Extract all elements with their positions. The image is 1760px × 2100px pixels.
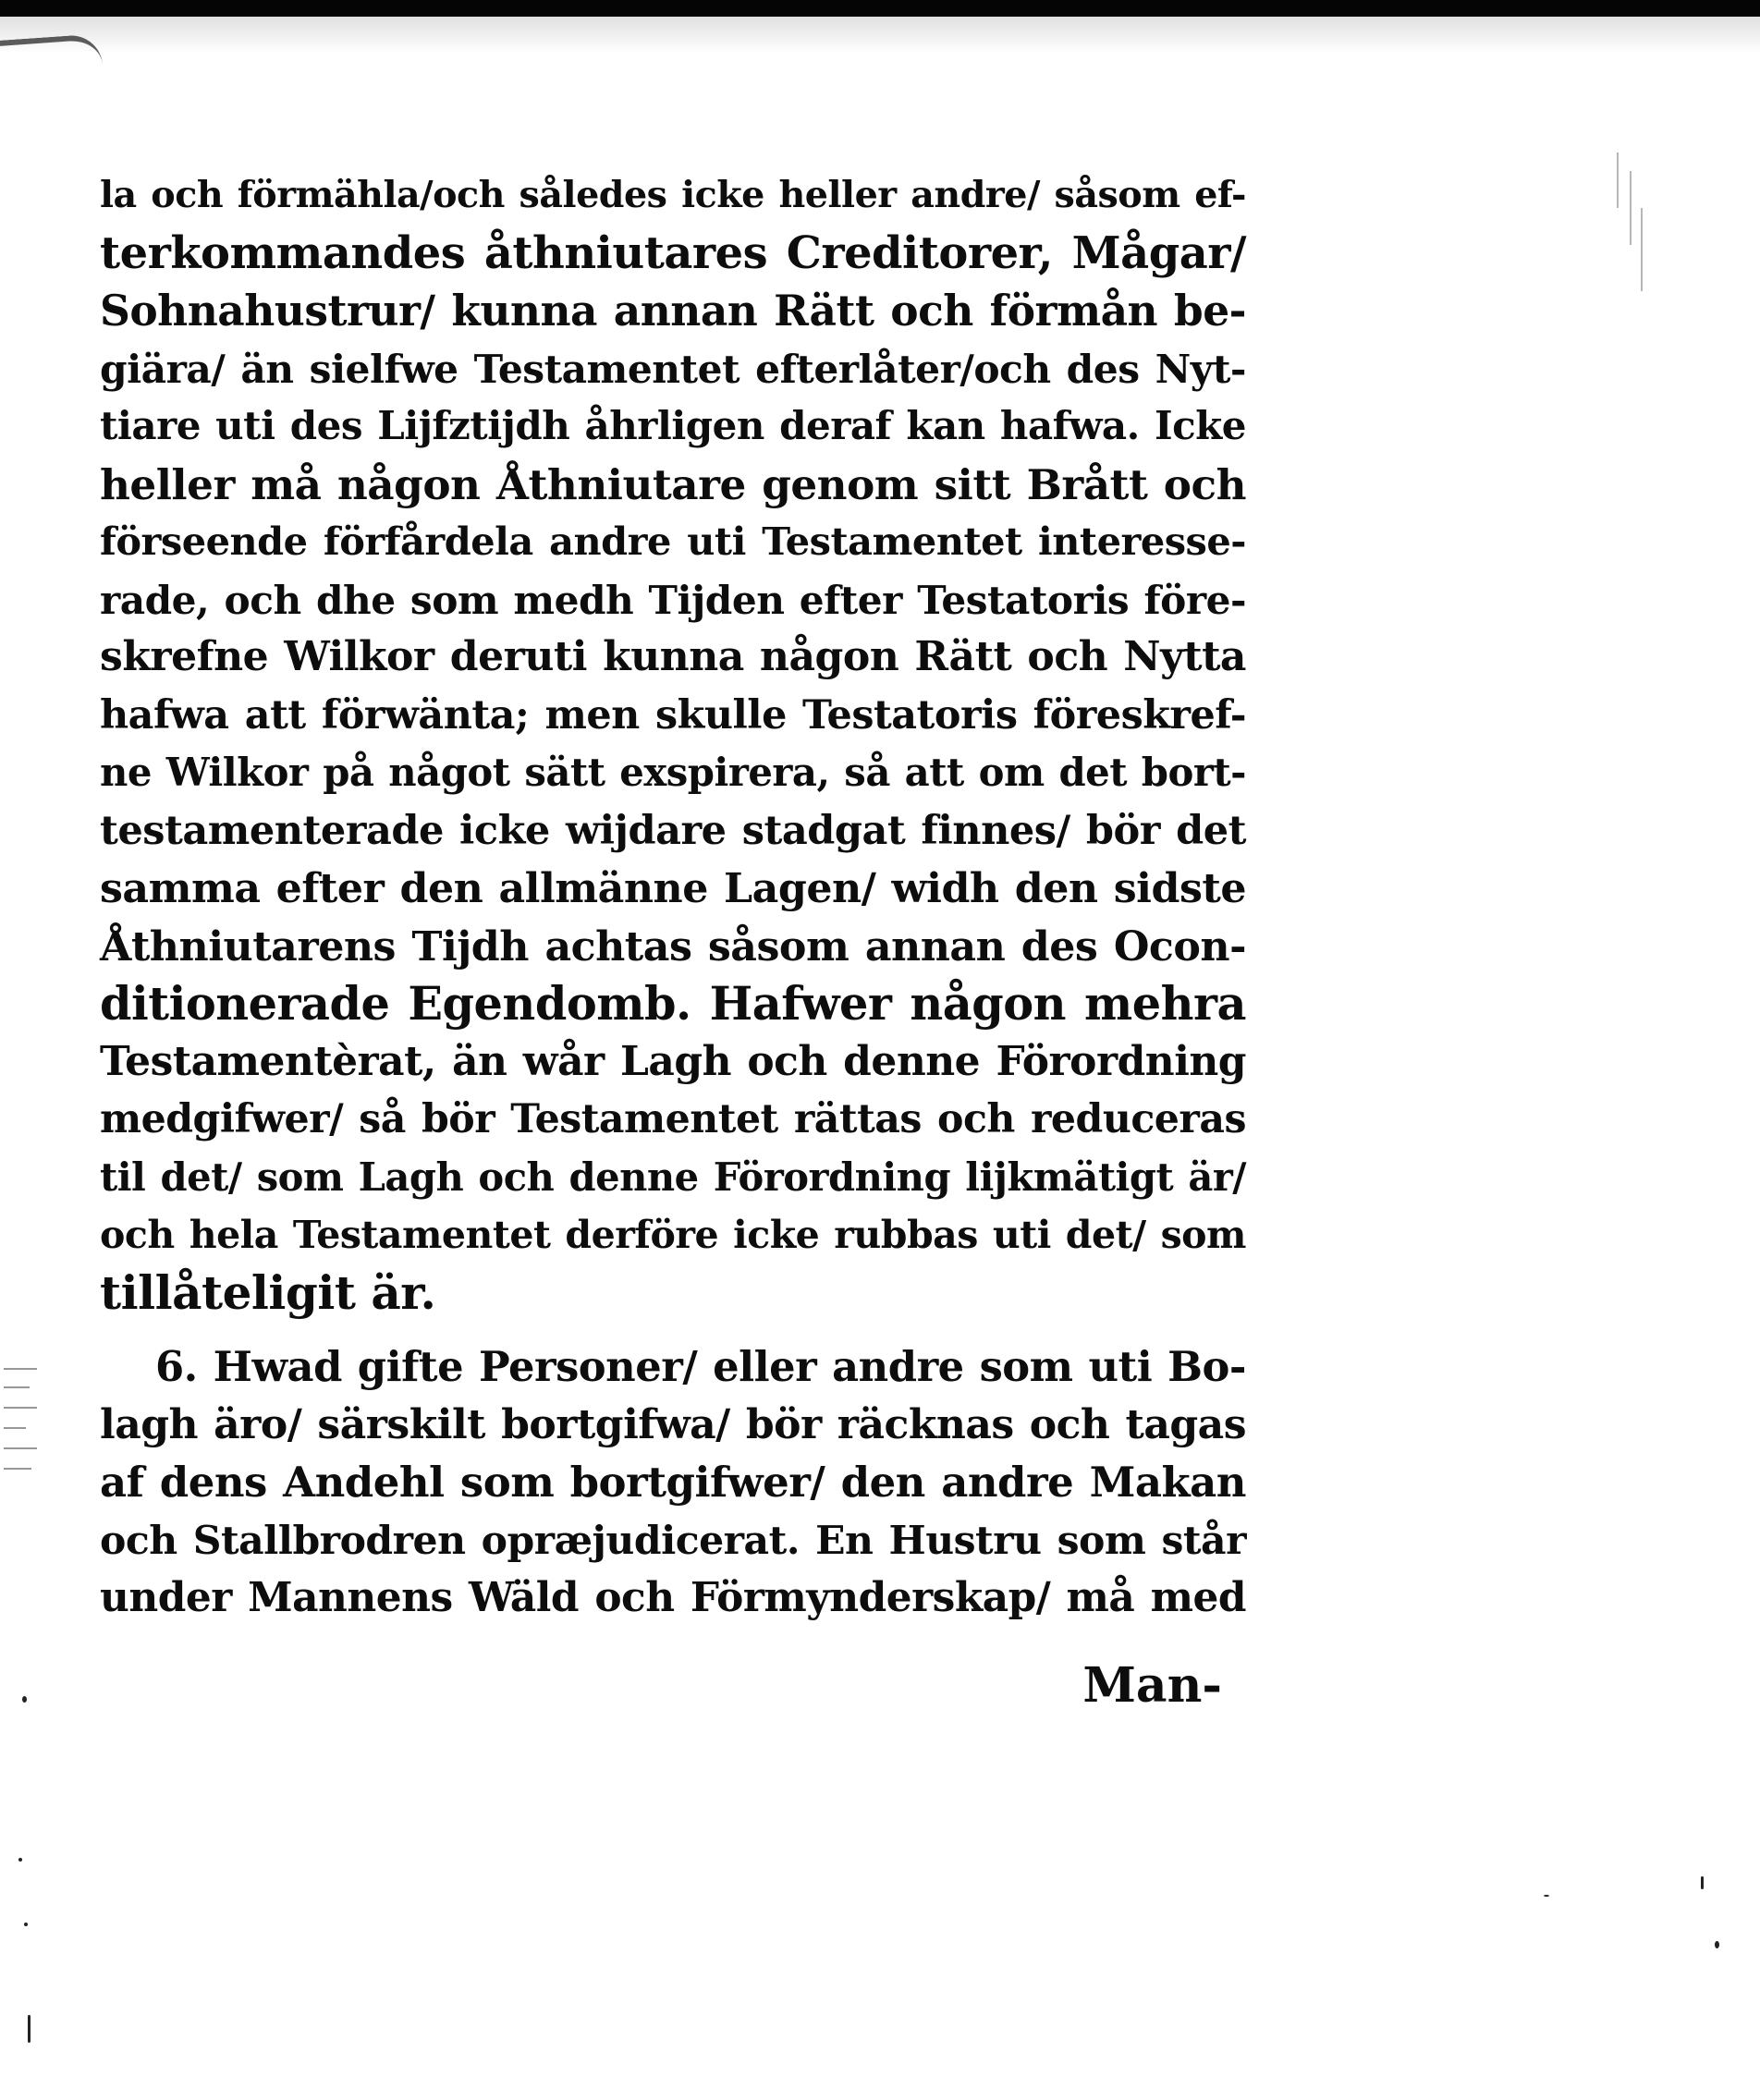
text-line: til det/ som Lagh och denne Förordning lijkmätigt är/ bbox=[100, 1154, 1246, 1200]
text-line: af dens Andehl som bortgifwer/ den andre Makan bbox=[100, 1458, 1246, 1507]
left-margin-bleed-marks bbox=[4, 1359, 41, 1488]
text-line: medgifwer/ så bör Testamentet rättas och reduceras bbox=[100, 1096, 1246, 1142]
page-corner-curl bbox=[0, 33, 103, 72]
section-6-first-line: 6. Hwad gifte Personer/ eller andre som uti Bo- bbox=[155, 1342, 1246, 1391]
text-line: testamenterade icke wijdare stadgat finnes/ bör det bbox=[100, 807, 1246, 854]
text-line: samma efter den allmänne Lagen/ widh den sidste bbox=[100, 864, 1246, 912]
text-line: under Mannens Wäld och Förmynderskap/ må med bbox=[100, 1574, 1246, 1621]
ink-speck bbox=[22, 1696, 27, 1703]
text-line: och hela Testamentet derföre icke rubbas uti det/ som bbox=[100, 1212, 1246, 1257]
text-line: ditionerade Egendomb. Hafwer någon mehra bbox=[100, 977, 1246, 1031]
right-margin-bleed-marks bbox=[1613, 153, 1650, 300]
ink-speck bbox=[1544, 1895, 1549, 1897]
page-top-edge-shadow bbox=[0, 0, 1760, 17]
text-line: Åthniutarens Tijdh achtas såsom annan des Ocon- bbox=[100, 922, 1246, 971]
text-line: förseende förfårdela andre uti Testamentet interesse- bbox=[100, 519, 1246, 564]
text-line: lagh äro/ särskilt bortgifwa/ bör räcknas och tagas bbox=[100, 1400, 1246, 1448]
text-line: skrefne Wilkor deruti kunna någon Rätt och Nytta bbox=[100, 633, 1246, 680]
text-line: hafwa att förwänta; men skulle Testatoris föreskref- bbox=[100, 691, 1246, 739]
text-line: terkommandes åthniutares Creditorer, Mågar/ bbox=[100, 226, 1246, 279]
page-top-gradient bbox=[0, 17, 1760, 54]
text-line: och Stallbrodren opræjudicerat. En Hustru som står bbox=[100, 1517, 1246, 1564]
text-line: Sohnahustrur/ kunna annan Rätt och förmån be- bbox=[100, 286, 1246, 336]
ink-speck bbox=[24, 1923, 28, 1926]
text-line: tiare uti des Lijfztijdh åhrligen deraf kan hafwa. Icke bbox=[100, 403, 1246, 448]
ink-speck bbox=[1701, 1876, 1704, 1889]
ink-speck bbox=[28, 2015, 31, 2043]
page-body-text bbox=[100, 166, 1246, 1628]
text-line: ne Wilkor på något sätt exspirera, så att om det bort- bbox=[100, 750, 1246, 795]
catchword: Man- bbox=[1082, 1657, 1222, 1714]
ink-speck bbox=[1715, 1941, 1719, 1948]
text-line: rade, och dhe som medh Tijden efter Testatoris före- bbox=[100, 576, 1246, 623]
text-line: giära/ än sielfwe Testamentet efterlåter/och des Nyt- bbox=[100, 345, 1246, 392]
text-line: tillåteligit är. bbox=[100, 1264, 436, 1320]
ink-speck bbox=[18, 1858, 22, 1862]
text-line: la och förmähla/och således icke heller andre/ såsom ef- bbox=[100, 174, 1246, 216]
text-line: Testamentèrat, än wår Lagh och denne Förordning bbox=[100, 1037, 1246, 1085]
text-line: heller må någon Åthniutare genom sitt Brått och bbox=[100, 458, 1246, 509]
